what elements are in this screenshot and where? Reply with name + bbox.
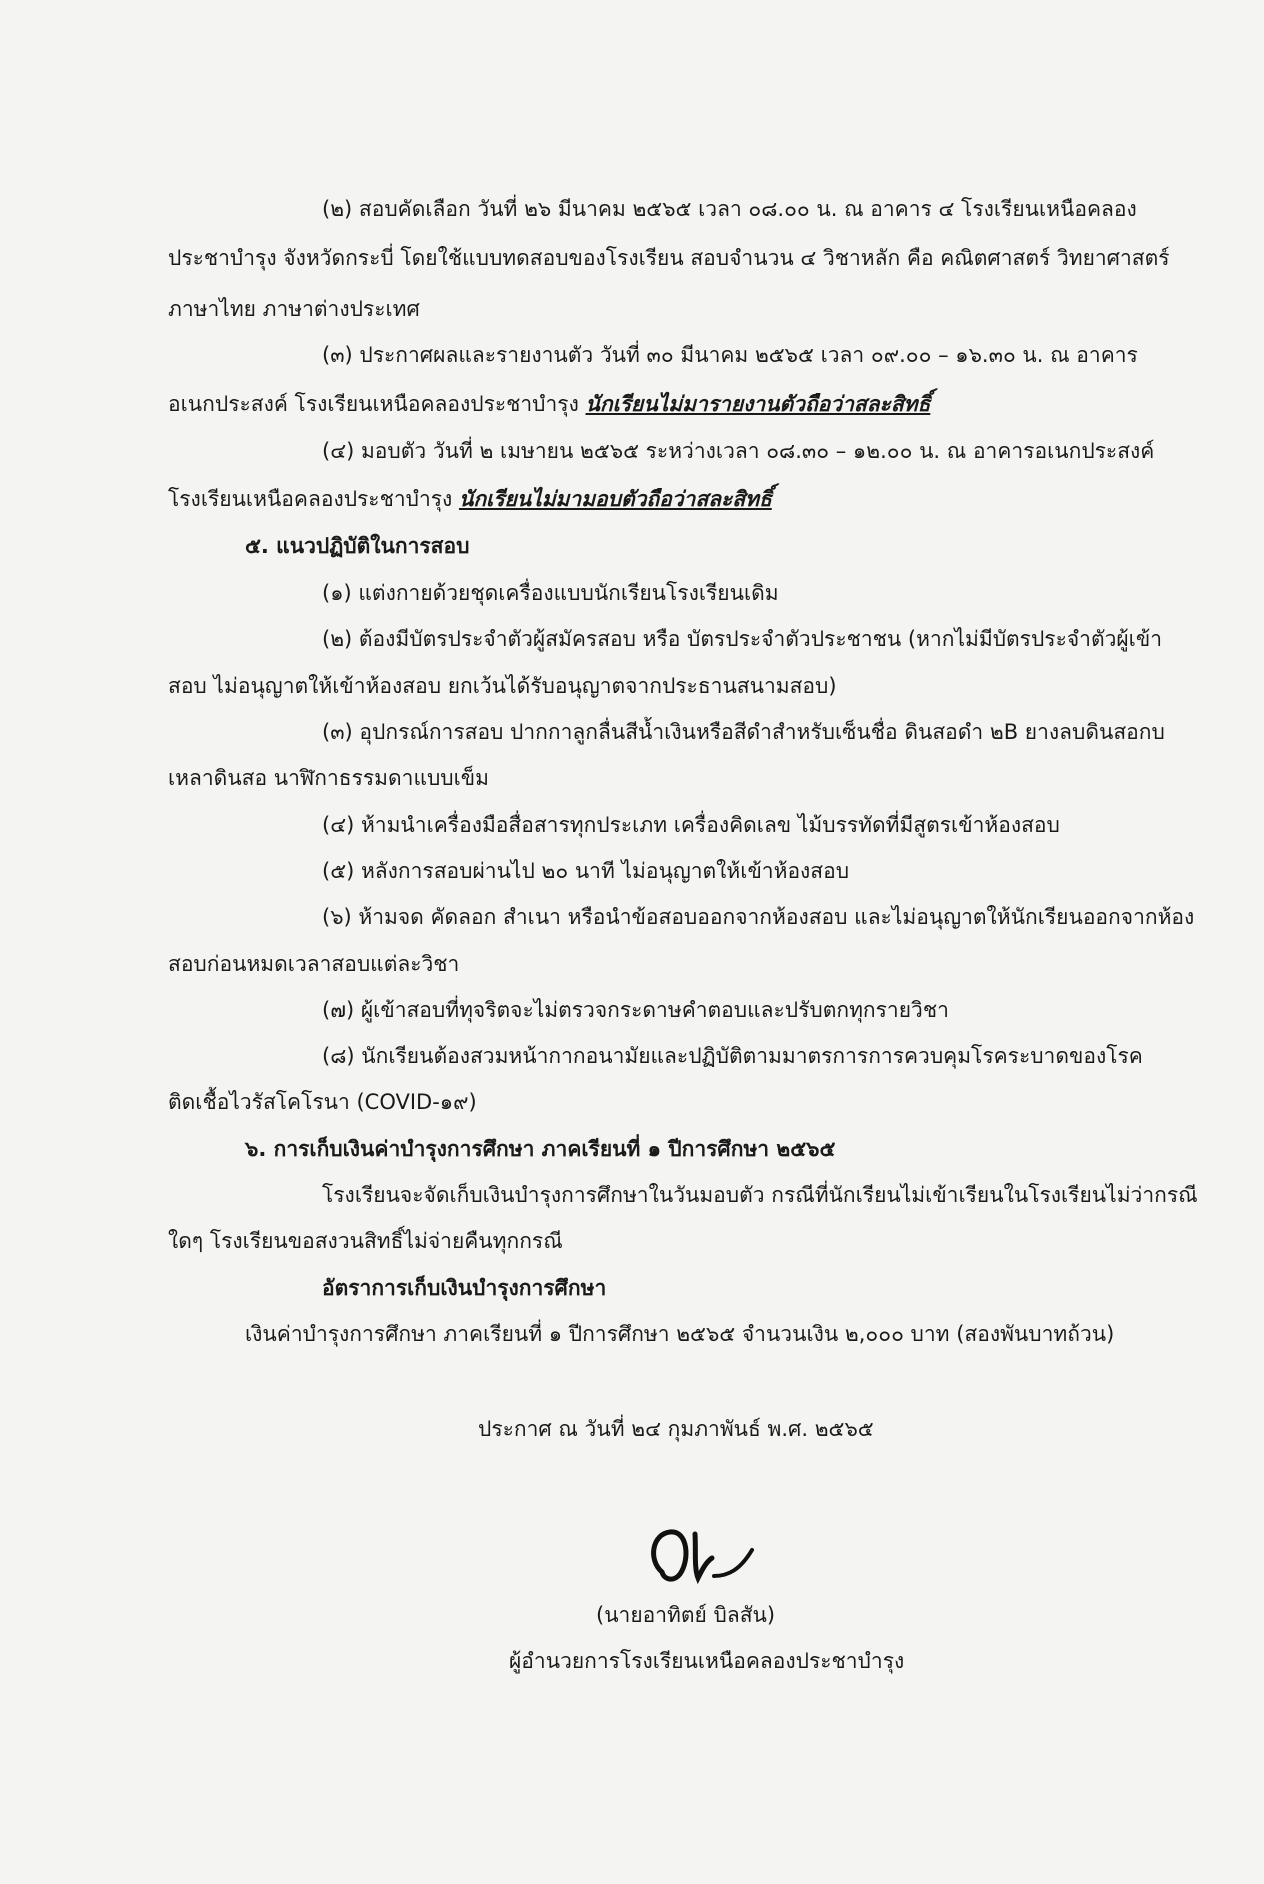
rule-4: (๔) ห้ามนำเครื่องมือสื่อสารทุกประเภท เครื่องคิดเลข ไม้บรรทัดที่มีสูตรเข้าห้องสอบ [322, 813, 1060, 837]
item3-line1: (๓) ประกาศผลและรายงานตัว วันที่ ๓๐ มีนาคม ๒๕๖๕ เวลา ๐๙.๐๐ – ๑๖.๓๐ น. ณ อาคาร [322, 343, 1138, 367]
rule-3-line1: (๓) อุปกรณ์การสอบ ปากกาลูกลื่นสีน้ำเงินหรือสีดำสำหรับเซ็นชื่อ ดินสอดำ ๒B ยางลบดินสอกบ [322, 720, 1165, 744]
rule-8-line2: ติดเชื้อไวรัสโคโรนา (COVID-๑๙) [168, 1090, 477, 1114]
signer-title: ผู้อำนวยการโรงเรียนเหนือคลองประชาบำรุง [509, 1649, 905, 1673]
item4-line2 [168, 484, 772, 514]
section6-para-line1: โรงเรียนจะจัดเก็บเงินบำรุงการศึกษาในวันมอบตัว กรณีที่นักเรียนไม่เข้าเรียนในโรงเรียนไม่ว่ากรณี [322, 1183, 1198, 1207]
rule-6-line1: (๖) ห้ามจด คัดลอก สำเนา หรือนำข้อสอบออกจากห้องสอบ และไม่อนุญาตให้นักเรียนออกจากห้อง [322, 905, 1195, 929]
item2-line3: ภาษาไทย ภาษาต่างประเทศ [168, 297, 420, 321]
announce-date: ประกาศ ณ วันที่ ๒๔ กุมภาพันธ์ พ.ศ. ๒๕๖๕ [478, 1417, 874, 1441]
signer-name: (นายอาทิตย์ บิลสัน) [596, 1603, 776, 1627]
rate-heading: อัตราการเก็บเงินบำรุงการศึกษา [322, 1276, 607, 1300]
section5-heading: ๕. แนวปฏิบัติในการสอบ [245, 534, 470, 558]
rule-2-line2: สอบ ไม่อนุญาตให้เข้าห้องสอบ ยกเว้นได้รับอนุญาตจากประธานสนามสอบ) [168, 674, 837, 698]
rule-3-line2: เหลาดินสอ นาฬิกาธรรมดาแบบเข็ม [168, 766, 490, 790]
rule-6-line2: สอบก่อนหมดเวลาสอบแต่ละวิชา [168, 952, 460, 976]
item2-line2: ประชาบำรุง จังหวัดกระบี่ โดยใช้แบบทดสอบของโรงเรียน สอบจำนวน ๔ วิชาหลัก คือ คณิตศาสตร์ วิทยาศาสตร์ [168, 246, 1170, 270]
item4-line1: (๔) มอบตัว วันที่ ๒ เมษายน ๒๕๖๕ ระหว่างเวลา ๐๘.๓๐ – ๑๒.๐๐ น. ณ อาคารอเนกประสงค์ [322, 439, 1155, 463]
item3-line2-text: อเนกประสงค์ โรงเรียนเหนือคลองประชาบำรุง [168, 392, 586, 416]
item3-line2 [168, 389, 930, 419]
item4-line2-text: โรงเรียนเหนือคลองประชาบำรุง [168, 487, 459, 511]
section6-heading: ๖. การเก็บเงินค่าบำรุงการศึกษา ภาคเรียนที่ ๑ ปีการศึกษา ๒๕๖๕ [245, 1137, 836, 1161]
rule-7: (๗) ผู้เข้าสอบที่ทุจริตจะไม่ตรวจกระดาษคำตอบและปรับตกทุกรายวิชา [322, 998, 949, 1022]
section6-para-line2: ใดๆ โรงเรียนขอสงวนสิทธิ์ไม่จ่ายคืนทุกกรณี [168, 1229, 563, 1253]
rule-5: (๕) หลังการสอบผ่านไป ๒๐ นาที ไม่อนุญาตให้เข้าห้องสอบ [322, 859, 850, 883]
item3-note: นักเรียนไม่มารายงานตัวถือว่าสละสิทธิ์ [585, 392, 931, 416]
item2-line1: (๒) สอบคัดเลือก วันที่ ๒๖ มีนาคม ๒๕๖๕ เวลา ๐๘.๐๐ น. ณ อาคาร ๔ โรงเรียนเหนือคลอง [322, 197, 1137, 221]
rate-line: เงินค่าบำรุงการศึกษา ภาคเรียนที่ ๑ ปีการศึกษา ๒๕๖๕ จำนวนเงิน ๒,๐๐๐ บาท (สองพันบาทถ้วน) [245, 1322, 1115, 1346]
rule-8-line1: (๘) นักเรียนต้องสวมหน้ากากอนามัยและปฏิบัติตามมาตรการการควบคุมโรคระบาดของโรค [322, 1044, 1143, 1068]
signature-image [640, 1520, 790, 1600]
rule-1: (๑) แต่งกายด้วยชุดเครื่องแบบนักเรียนโรงเรียนเดิม [322, 581, 779, 605]
rule-2-line1: (๒) ต้องมีบัตรประจำตัวผู้สมัครสอบ หรือ บัตรประจำตัวประชาชน (หากไม่มีบัตรประจำตัวผู้เข้า [322, 627, 1163, 651]
item4-note: นักเรียนไม่มามอบตัวถือว่าสละสิทธิ์ [458, 487, 772, 511]
